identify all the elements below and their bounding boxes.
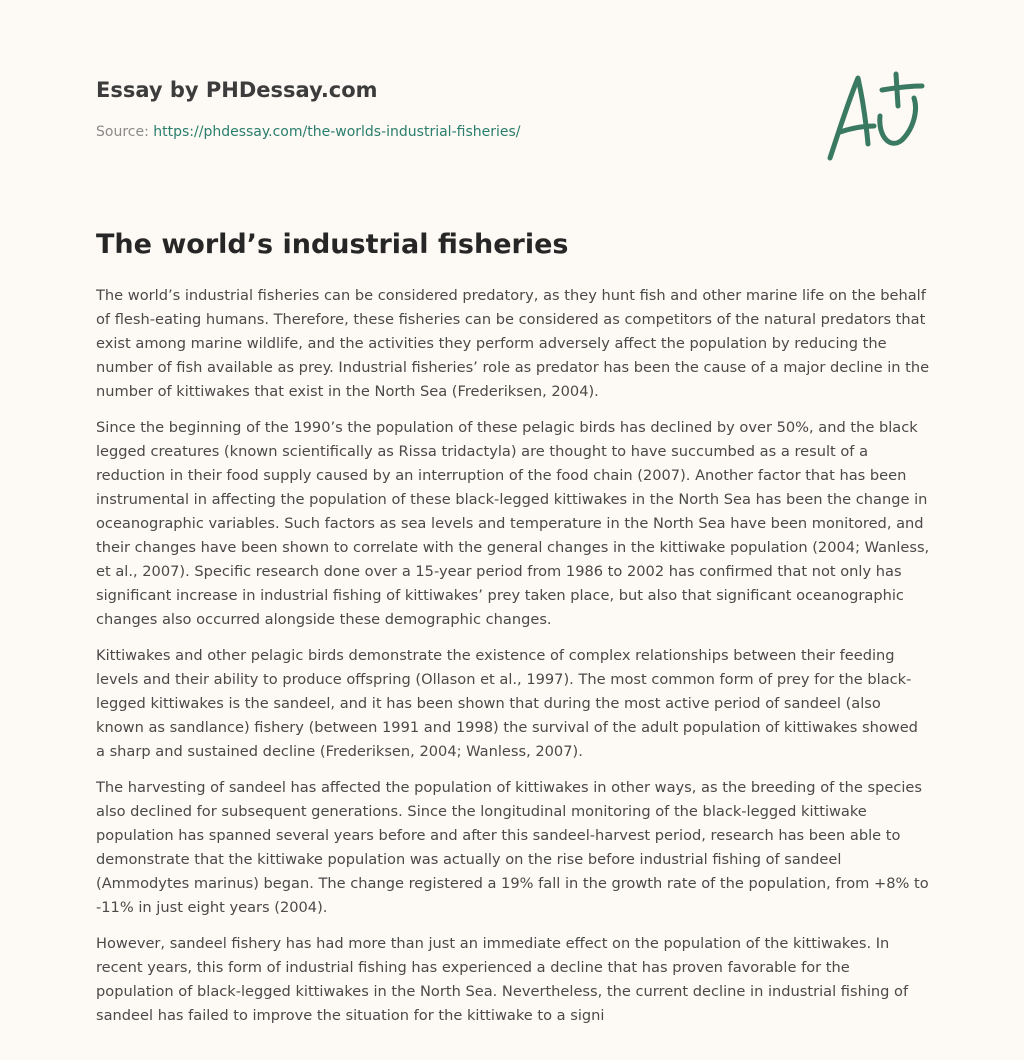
source-line <box>96 122 796 142</box>
source-label: Source: <box>96 124 154 140</box>
essay-body <box>96 284 930 1040</box>
essay-paragraph: The harvesting of sandeel has affected the population of kittiwakes in other ways, as the breeding of the species also declined for subsequent generations. Since the longitudinal monitoring of the black-legged kittiwake population has spanned several years before and after this sandeel-harvest period, research has been able to demonstrate that the kittiwake population was actually on the rise before industrial fishing of sandeel (Ammodytes marinus) began. The change registered a 19% fall in the growth rate of the population, from +8% to -11% in just eight years (2004). <box>96 779 929 916</box>
site-title: Essay by PHDessay.com <box>96 78 378 102</box>
essay-paragraph: Kittiwakes and other pelagic birds demonstrate the existence of complex relationships between their feeding levels and their ability to produce offspring (Ollason et al., 1997). The most common form of prey for the black-legged kittiwakes is the sandeel, and it has been shown that during the most active period of sandeel (also known as sandlance) fishery (between 1991 and 1998) the survival of the adult population of kittiwakes showed a sharp and sustained decline (Frederiksen, 2004; Wanless, 2007). <box>96 647 918 760</box>
essay-title: The world’s industrial fisheries <box>96 229 569 260</box>
a-plus-grade-icon <box>818 66 930 166</box>
essay-paragraph: The world’s industrial fisheries can be considered predatory, as they hunt fish and other marine life on the behalf of flesh-eating humans. Therefore, these fisheries can be considered as competitors of the natural predators that exist among marine wildlife, and the activities they perform adversely affect the population by reducing the number of fish available as prey. Industrial fisheries’ role as predator has been the cause of a major decline in the number of kittiwakes that exist in the North Sea (Frederiksen, 2004). <box>96 287 930 400</box>
essay-paragraph: However, sandeel fishery has had more than just an immediate effect on the population of the kittiwakes. In recent years, this form of industrial fishing has experienced a decline that has proven favorable for the population of black-legged kittiwakes in the North Sea. Nevertheless, the current decline in industrial fishing of sandeel has failed to improve the situation for the kittiwake to a signi <box>96 935 909 1024</box>
source-link[interactable]: https://phdessay.com/the-worlds-industrial-fisheries/ <box>153 124 521 140</box>
essay-header <box>96 76 796 142</box>
essay-paragraph: Since the beginning of the 1990’s the population of these pelagic birds has declined by over 50%, and the black legged creatures (known scientifically as Rissa tridactyla) are thought to have succumbed as a result of a reduction in their food supply caused by an interruption of the food chain (2007). Another factor that has been instrumental in affecting the population of these black-legged kittiwakes in the North Sea has been the change in oceanographic variables. Such factors as sea levels and temperature in the North Sea have been monitored, and their changes have been shown to correlate with the general changes in the kittiwake population (2004; Wanless, et al., 2007). Specific research done over a 15-year period from 1986 to 2002 has confirmed that not only has significant increase in industrial fishing of kittiwakes’ prey taken place, but also that significant oceanographic changes also occurred alongside these demographic changes. <box>96 419 930 628</box>
